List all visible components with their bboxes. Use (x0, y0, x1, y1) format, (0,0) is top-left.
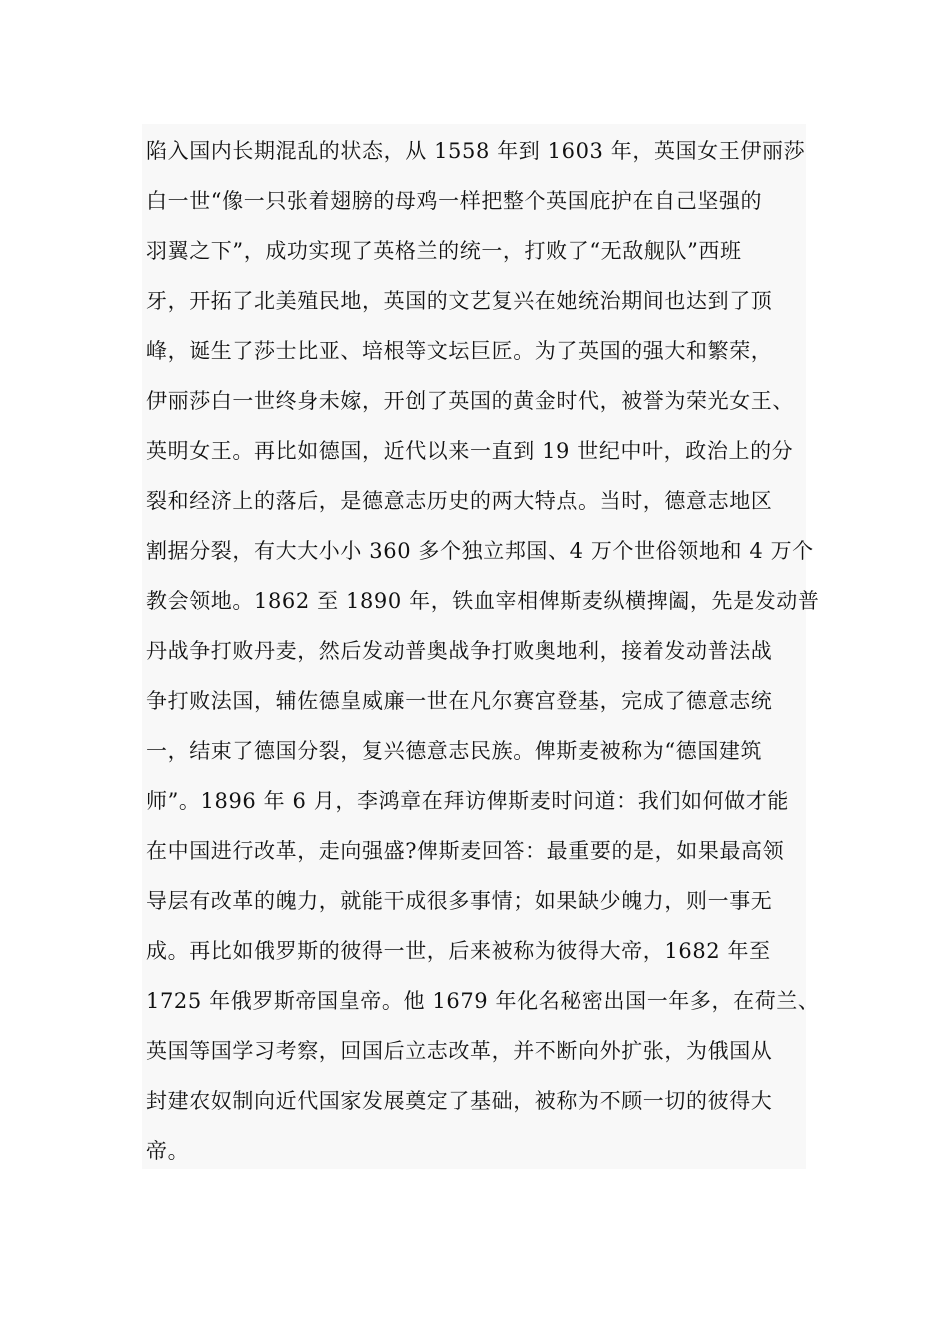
text-line: 1725 年俄罗斯帝国皇帝。他 1679 年化名秘密出国一年多，在荷兰、 (146, 989, 820, 1013)
text-line: 割据分裂，有大大小小 360 多个独立邦国、4 万个世俗领地和 4 万个 (146, 539, 814, 563)
text-line: 牙，开拓了北美殖民地，英国的文艺复兴在她统治期间也达到了顶 (146, 289, 773, 313)
text-line: 白一世“像一只张着翅膀的母鸡一样把整个英国庇护在自己坚强的 (146, 189, 763, 213)
text-line: 帝。 (146, 1139, 190, 1163)
text-line: 师”。1896 年 6 月，李鸿章在拜访俾斯麦时问道：我们如何做才能 (146, 789, 789, 813)
text-line: 丹战争打败丹麦，然后发动普奥战争打败奥地利，接着发动普法战 (146, 639, 773, 663)
text-line: 羽翼之下”，成功实现了英格兰的统一，打败了“无敌舰队”西班 (146, 239, 742, 263)
text-line: 伊丽莎白一世终身未嫁，开创了英国的黄金时代，被誉为荣光女王、 (146, 389, 794, 413)
text-line: 在中国进行改革，走向强盛?俾斯麦回答：最重要的是，如果最高领 (146, 839, 785, 863)
text-line: 成。再比如俄罗斯的彼得一世，后来被称为彼得大帝，1682 年至 (146, 939, 771, 963)
text-line: 导层有改革的魄力，就能干成很多事情；如果缺少魄力，则一事无 (146, 889, 773, 913)
text-line: 争打败法国，辅佐德皇威廉一世在凡尔赛宫登基，完成了德意志统 (146, 689, 773, 713)
text-line: 封建农奴制向近代国家发展奠定了基础，被称为不顾一切的彼得大 (146, 1089, 773, 1113)
text-line: 教会领地。1862 至 1890 年，铁血宰相俾斯麦纵横捭阖，先是发动普 (146, 589, 820, 613)
text-line: 英明女王。再比如德国，近代以来一直到 19 世纪中叶，政治上的分 (146, 439, 794, 463)
text-line: 峰，诞生了莎士比亚、培根等文坛巨匠。为了英国的强大和繁荣， (146, 339, 773, 363)
text-line: 陷入国内长期混乱的状态，从 1558 年到 1603 年，英国女王伊丽莎 (146, 139, 806, 163)
body-text (142, 124, 820, 1169)
text-line: 裂和经济上的落后，是德意志历史的两大特点。当时，德意志地区 (146, 489, 773, 513)
text-line: 英国等国学习考察，回国后立志改革，并不断向外扩张，为俄国从 (146, 1039, 773, 1063)
text-line: 一，结束了德国分裂，复兴德意志民族。俾斯麦被称为“德国建筑 (146, 739, 763, 763)
